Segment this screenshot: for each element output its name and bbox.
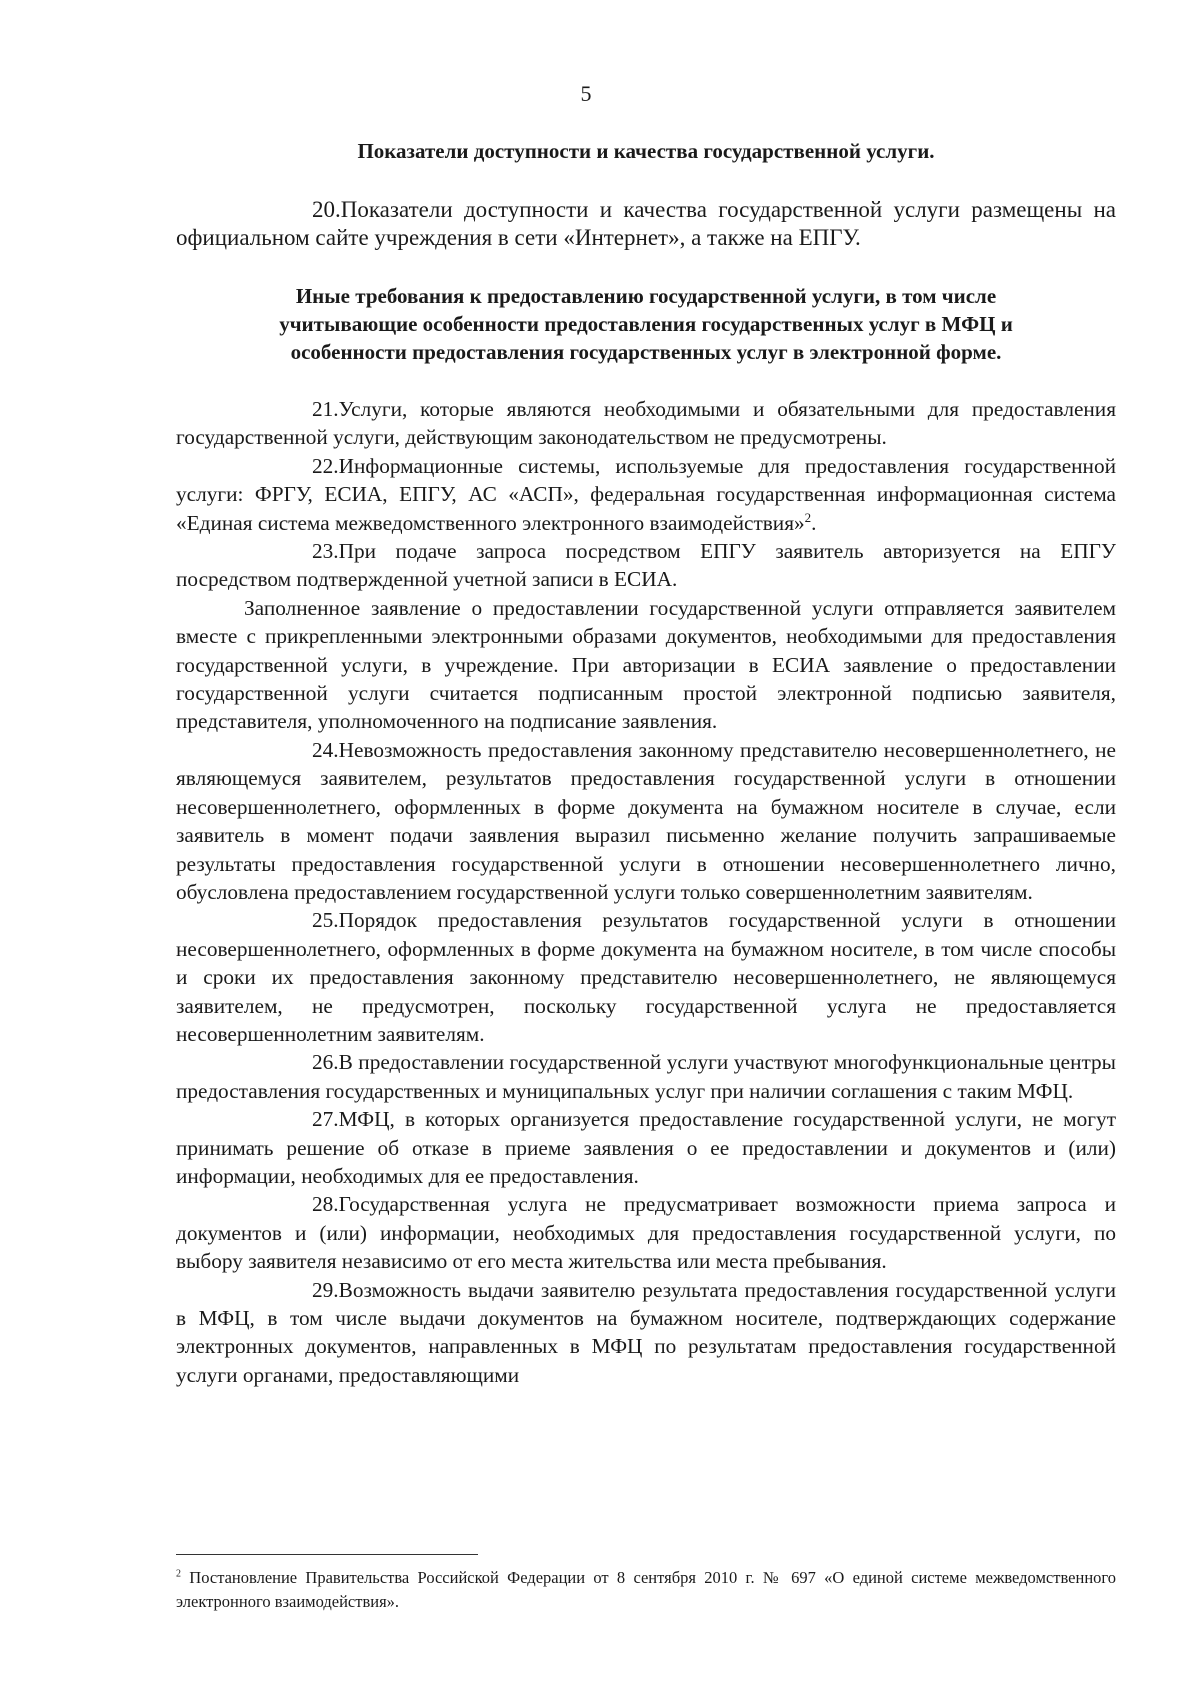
footnote-reference: 2 <box>804 509 812 525</box>
paragraph-22 <box>176 452 1116 537</box>
footnote-body: Постановление Правительства Российской Федерации от 8 сентября 2010 г. № 697 «О единой системе межведомственного электронного взаимодействия». <box>176 1568 1117 1611</box>
paragraph-number: 22. <box>312 453 339 478</box>
paragraph-25 <box>176 906 1116 1048</box>
footnote-divider <box>176 1554 478 1555</box>
body-paragraphs <box>176 395 1116 1389</box>
paragraph-number: 25. <box>312 908 339 933</box>
paragraph-number: 20. <box>312 197 341 222</box>
paragraph-text: В предоставлении государственной услуги участвуют многофункциональные центры предоставления государственных и муниципальных услуг при наличии соглашения с таким МФЦ. <box>176 1050 1116 1103</box>
paragraph-text: Показатели доступности и качества государственной услуги размещены на официальном сайте учреждения в сети «Интернет», а также на ЕПГУ. <box>176 197 1116 250</box>
heading-line: учитывающие особенности предоставления государственных услуг в МФЦ и <box>279 312 1013 336</box>
paragraph-26 <box>176 1048 1116 1105</box>
paragraph-21 <box>176 395 1116 452</box>
footnote <box>176 1566 1116 1614</box>
paragraph-text: Порядок предоставления результатов государственной услуги в отношении несовершеннолетнего, оформленных в форме документа на бумажном носителе, в том числе способы и сроки их предоставления законному представителю несовершеннолетнего, не являющемуся заявителем, не предусмотрен, поскольку государственной услуга не предоставляется несовершеннолетним заявителям. <box>176 908 1116 1046</box>
paragraph-23-continuation <box>176 594 1116 736</box>
paragraph-text: При подаче запроса посредством ЕПГУ заявитель авторизуется на ЕПГУ посредством подтвержденной учетной записи в ЕСИА. <box>176 539 1116 592</box>
paragraph-number: 23. <box>312 539 339 564</box>
paragraph-text: Возможность выдачи заявителю результата предоставления государственной услуги в МФЦ, в том числе выдачи документов на бумажном носителе, подтверждающих содержание электронных документов, направленных в МФЦ по результатам предоставления государственной услуги органами, предоставляющими <box>176 1277 1116 1387</box>
paragraph-number: 28. <box>312 1192 339 1217</box>
paragraph-27 <box>176 1105 1116 1190</box>
page-number: 5 <box>580 81 592 106</box>
paragraph-number: 24. <box>312 737 339 762</box>
document-page <box>176 0 1126 1696</box>
paragraph-28 <box>176 1190 1116 1275</box>
paragraph-20-body <box>176 196 1116 252</box>
paragraph-text: МФЦ, в которых организуется предоставление государственной услуги, не могут принимать решение об отказе в приеме заявления о ее предоставлении и документов и (или) информации, необходимых для ее предоставления. <box>176 1107 1116 1188</box>
paragraph-text: Заполненное заявление о предоставлении государственной услуги отправляется заявителем вместе с прикрепленными электронными образами документов, необходимыми для предоставления государственной услуги, в учреждение. При авторизации в ЕСИА заявление о предоставлении государственной услуги считается подписанным простой электронной подписью заявителя, представителя, уполномоченного на подписание заявления. <box>176 595 1116 734</box>
paragraph-text: Государственная услуга не предусматривает возможности приема запроса и документов и (или) информации, необходимых для предоставления государственной услуги, по выбору заявителя независимо от его места жительства или места пребывания. <box>176 1192 1116 1274</box>
paragraph-text: Информационные системы, используемые для предоставления государственной услуги: ФРГУ, ЕСИА, ЕПГУ, АС «АСП», федеральная государственная информационная система «Единая система межведомственного электронного взаимодействия» <box>176 453 1116 535</box>
paragraph-text: Услуги, которые являются необходимыми и обязательными для предоставления государственной услуги, действующим законодательством не предусмотрены. <box>176 397 1116 450</box>
footnote-mark: 2 <box>176 1568 181 1580</box>
paragraph-number: 26. <box>312 1050 339 1075</box>
paragraph-number: 27. <box>312 1107 339 1132</box>
paragraph-29 <box>176 1276 1116 1390</box>
section-heading-accessibility: Показатели доступности и качества государственной услуги. <box>357 139 935 163</box>
section-heading-other-requirements <box>176 282 1116 366</box>
paragraph-24 <box>176 736 1116 906</box>
paragraph-20 <box>176 196 1116 252</box>
paragraph-number: 21. <box>312 397 339 421</box>
paragraph-number: 29. <box>312 1277 339 1302</box>
paragraph-23 <box>176 537 1116 594</box>
paragraph-text: Невозможность предоставления законному представителю несовершеннолетнего, не являющемуся заявителем, результатов предоставления государственной услуги в отношении несовершеннолетнего, оформленных в форме документа на бумажном носителе в случае, если заявитель в момент подачи заявления выразил письменно желание получить запрашиваемые результаты предоставления государственной услуги в отношении несовершеннолетнего лично, обусловлена предоставлением государственной услуги только совершеннолетним заявителям. <box>176 737 1116 904</box>
heading-line: Иные требования к предоставлению государственной услуги, в том числе <box>295 284 997 308</box>
footnote-text <box>176 1566 1116 1614</box>
heading-line: особенности предоставления государственных услуг в электронной форме. <box>290 340 1002 364</box>
paragraph-tail: . <box>811 510 817 535</box>
